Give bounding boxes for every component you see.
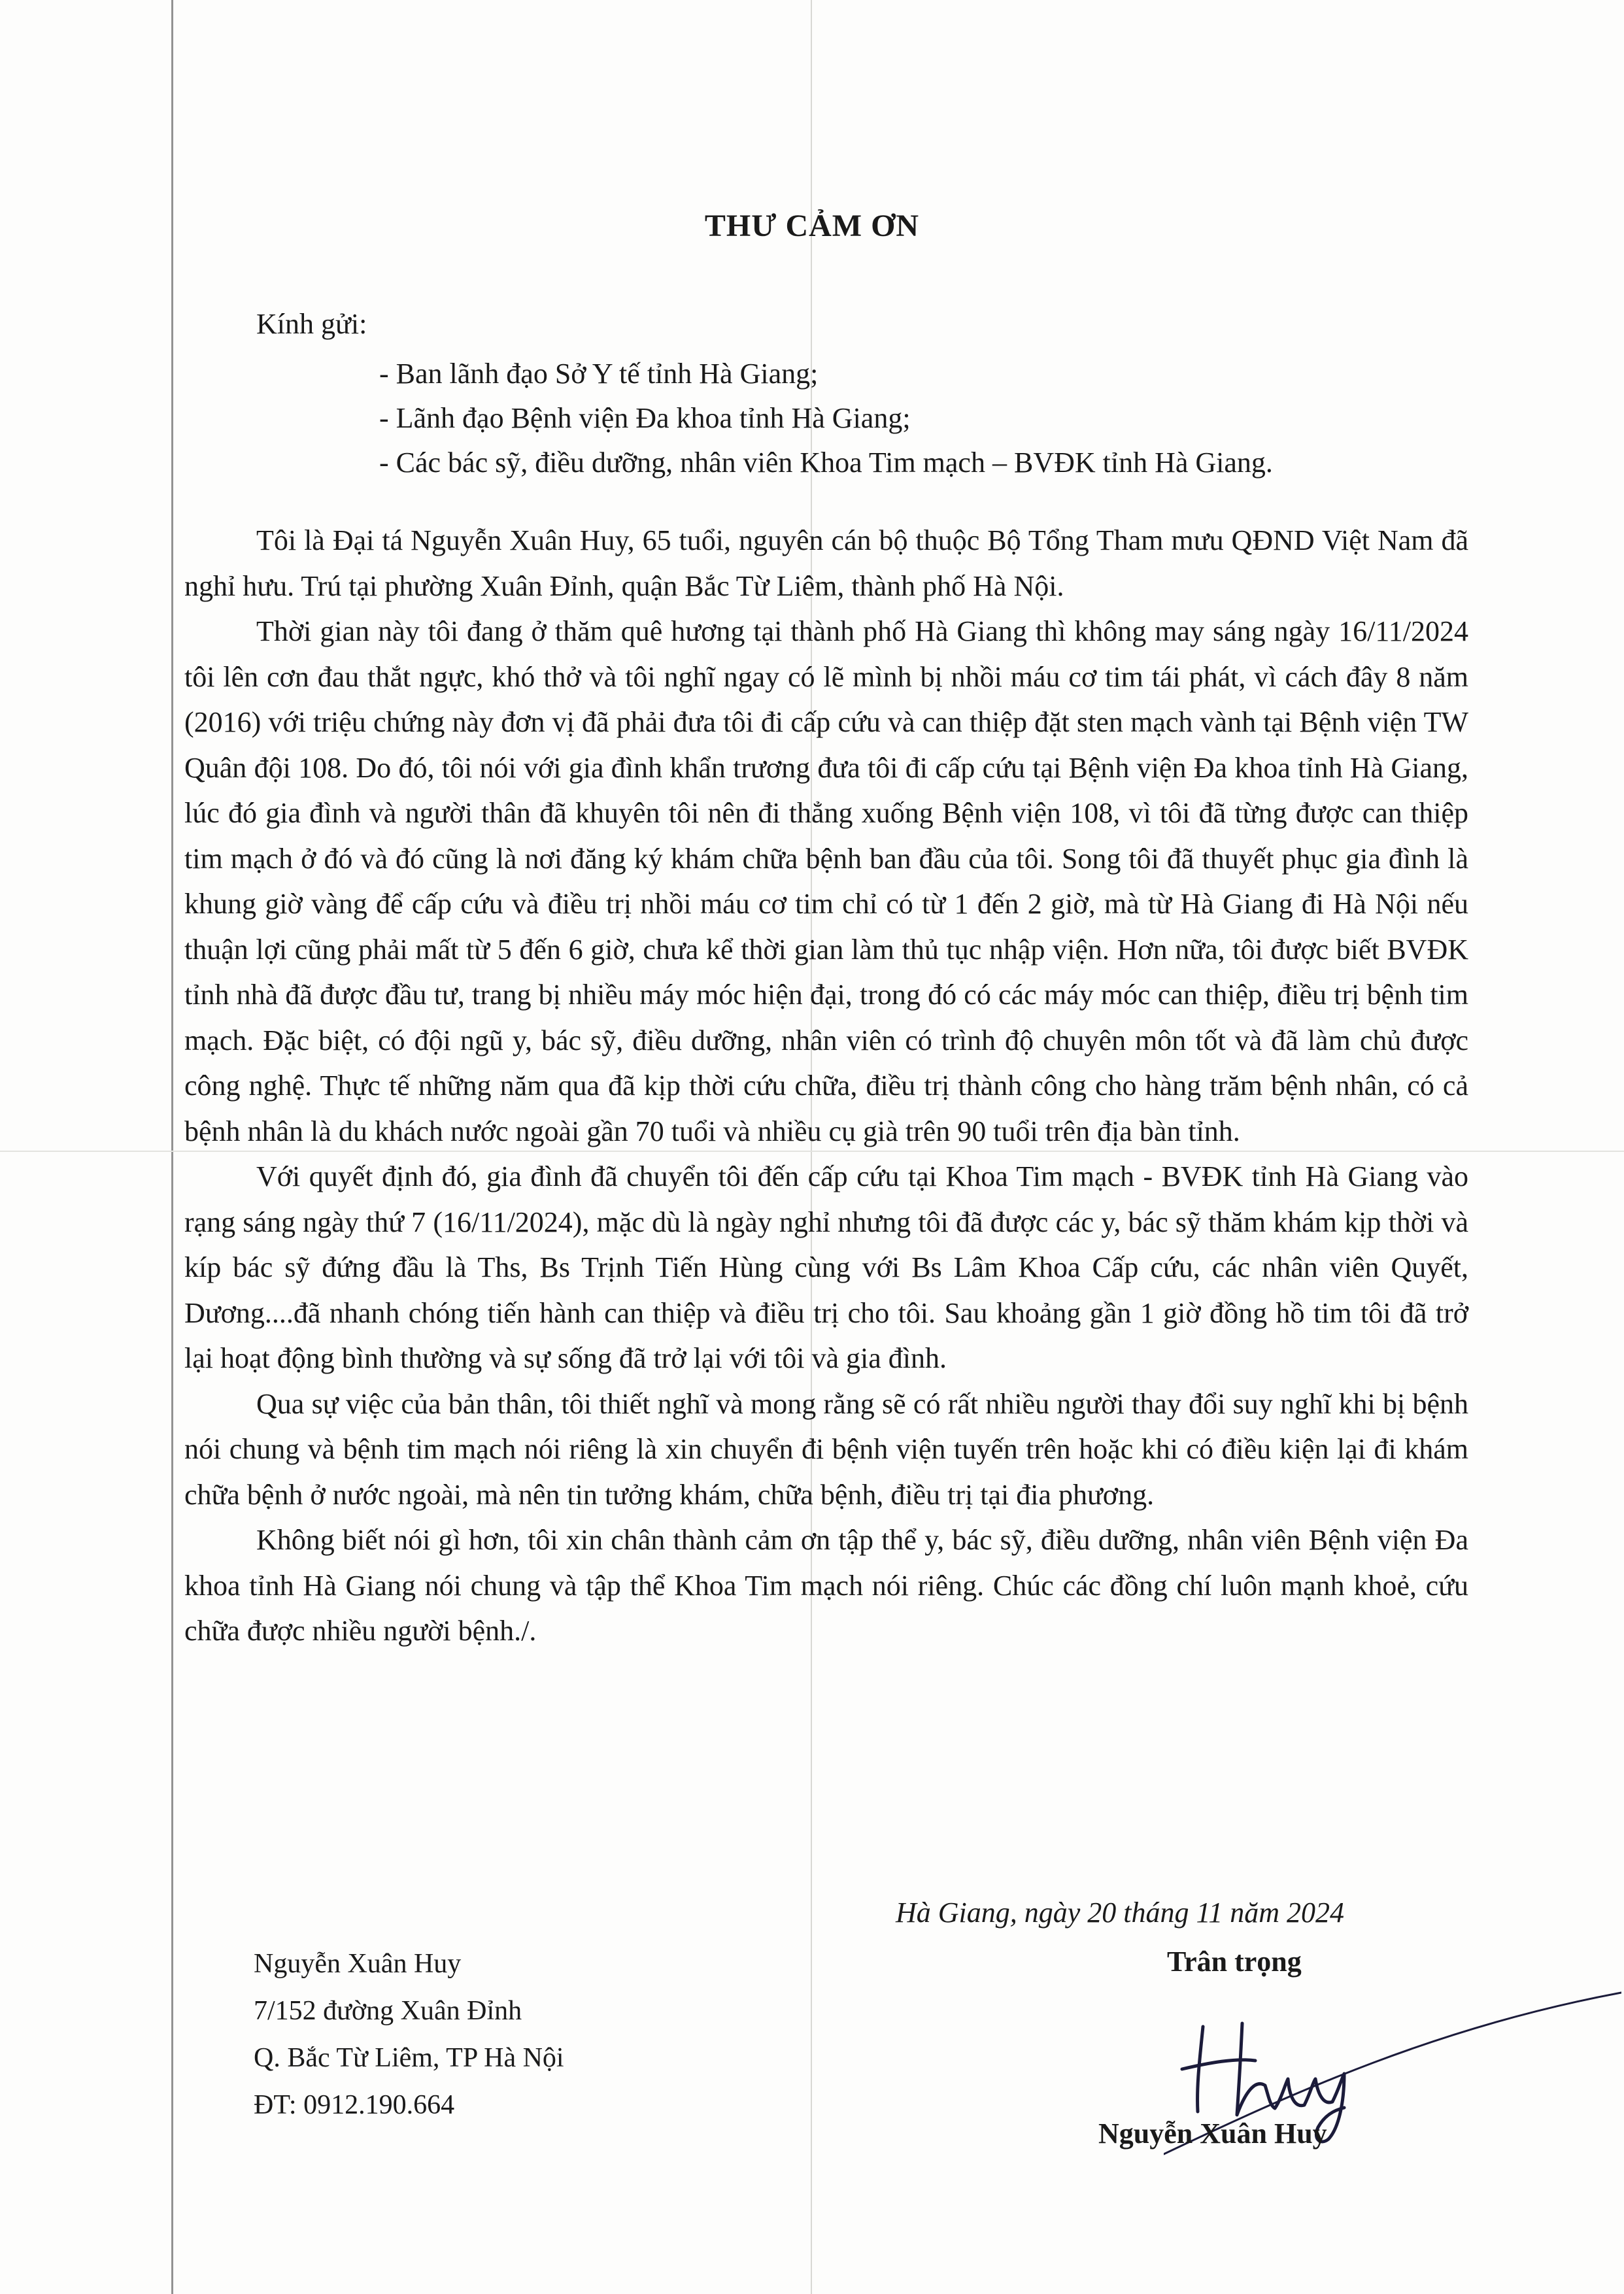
body-paragraph: Qua sự việc của bản thân, tôi thiết nghĩ và mong rằng sẽ có rất nhiều người thay đổi suy nghĩ khi bị bệnh nói chung và bệnh tim mạch nói riêng là xin chuyển đi bệnh viện tuyến trên hoặc khi có điều kiện lại đi khám chữa bệnh ở nước ngoài, mà nên tin tưởng khám, chữa bệnh, điều trị tại đia phương. (184, 1387, 1468, 1511)
recipient-item: - Ban lãnh đạo Sở Y tế tỉnh Hà Giang; (379, 358, 819, 390)
body-paragraph: Không biết nói gì hơn, tôi xin chân thành cảm ơn tập thể y, bác sỹ, điều dưỡng, nhân viên Bệnh viện Đa khoa tỉnh Hà Giang nói chung và tập thể Khoa Tim mạch nói riêng. Chúc các đồng chí luôn mạnh khoẻ, cứu chữa được nhiều người bệnh./. (184, 1524, 1468, 1647)
recipient-list (379, 352, 1273, 485)
letter-title: THƯ CẢM ƠN (704, 209, 920, 243)
sender-address-line2: Q. Bắc Từ Liêm, TP Hà Nội (254, 2043, 564, 2073)
closing-regards: Trân trọng (1167, 1946, 1302, 1978)
sender-info-block (254, 1940, 564, 2129)
body-paragraph: Thời gian này tôi đang ở thăm quê hương tại thành phố Hà Giang thì không may sáng ngày 16/11/2024 tôi lên cơn đau thắt ngực, khó thở và tôi nghĩ ngay có lẽ mình bị nhồi máu cơ tim tái phát, vì cách đây 8 năm (2016) với triệu chứng này đơn vị đã phải đưa tôi đi cấp cứu và can thiệp đặt sten mạch vành tại Bệnh viện TW Quân đội 108. Do đó, tôi nói với gia đình khẩn trương đưa tôi đi cấp cứu tại Bệnh viện Đa khoa tỉnh Hà Giang, lúc đó gia đình và người thân đã khuyên tôi nên đi thẳng xuống Bệnh viện 108, vì tôi đã từng được can thiệp tim mạch ở đó và đó cũng là nơi đăng ký khám chữa bệnh ban đầu của tôi. Song tôi đã thuyết phục gia đình là khung giờ vàng để cấp cứu và điều trị nhồi máu cơ tim chỉ có từ 1 đến 2 giờ, mà từ Hà Giang đi Hà Nội nếu thuận lợi cũng phải mất từ 5 đến 6 giờ, chưa kể thời gian làm thủ tục nhập viện. Hơn nữa, tôi được biết BVĐK tỉnh nhà đã được đầu tư, trang bị nhiều máy móc hiện đại, trong đó có các máy móc can thiệp, điều trị bệnh tim mạch. Đặc biệt, có đội ngũ y, bác sỹ, điều dưỡng, nhân viên có trình độ chuyên môn tốt và đã làm chủ được công nghệ. Thực tế những năm qua đã kịp thời cứu chữa, điều trị thành công cho hàng trăm bệnh nhân, có cả bệnh nhân là du khách nước ngoài gần 70 tuổi và nhiều cụ già trên 90 tuổi trên địa bàn tỉnh. (184, 615, 1468, 1147)
recipient-item: - Các bác sỹ, điều dưỡng, nhân viên Khoa Tim mạch – BVĐK tỉnh Hà Giang. (379, 447, 1273, 479)
letter-body (184, 518, 1468, 1654)
body-paragraph: Tôi là Đại tá Nguyễn Xuân Huy, 65 tuổi, nguyên cán bộ thuộc Bộ Tổng Tham mưu QĐND Việt Nam đã nghỉ hưu. Trú tại phường Xuân Đỉnh, quận Bắc Từ Liêm, thành phố Hà Nội. (184, 524, 1468, 602)
sender-phone: ĐT: 0912.190.664 (254, 2090, 455, 2120)
recipient-item: - Lãnh đạo Bệnh viện Đa khoa tỉnh Hà Giang; (379, 402, 911, 434)
place-and-date: Hà Giang, ngày 20 tháng 11 năm 2024 (896, 1897, 1345, 1929)
salutation: Kính gửi: (256, 308, 367, 340)
body-paragraph: Với quyết định đó, gia đình đã chuyển tôi đến cấp cứu tại Khoa Tim mạch - BVĐK tỉnh Hà Giang vào rạng sáng ngày thứ 7 (16/11/2024), mặc dù là ngày nghỉ nhưng tôi đã được các y, bác sỹ thăm khám kịp thời và kíp bác sỹ đứng đầu là Ths, Bs Trịnh Tiến Hùng cùng với Bs Lâm Khoa Cấp cứu, các nhân viên Quyết, Dương....đã nhanh chóng tiến hành can thiệp và điều trị cho tôi. Sau khoảng gần 1 giờ đồng hồ tim tôi đã trở lại hoạt động bình thường và sự sống đã trở lại với tôi và gia đình. (184, 1160, 1468, 1374)
signatory-name: Nguyễn Xuân Huy (1098, 2117, 1327, 2150)
sender-address-line1: 7/152 đường Xuân Đỉnh (254, 1996, 522, 2026)
scan-margin-line (171, 0, 173, 2294)
sender-name: Nguyễn Xuân Huy (254, 1949, 462, 1979)
